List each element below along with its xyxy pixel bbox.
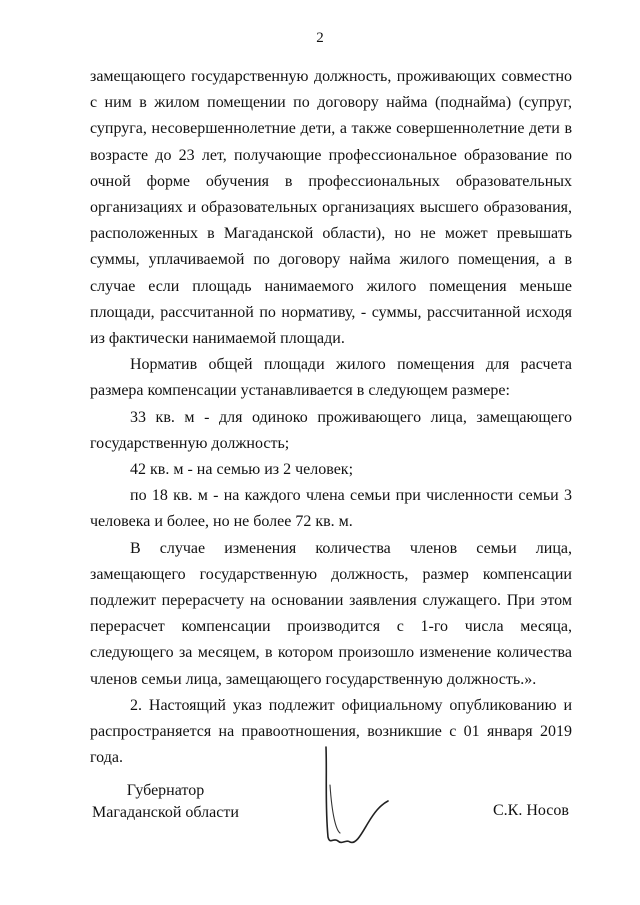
paragraph-1: замещающего государственную должность, проживающих совместно с ним в жилом помещении по договору найма (поднайма) (супруг, супруга, несовершеннолетние дети, а также совершеннолетние дети в возрасте до 23 лет, получающие профессиональное образование по очной форме обучения в профессиональных образовательных организациях и образовательных организациях высшего образования, расположенных в Магаданской области), но не может превышать суммы, уплачиваемой по договору найма жилого помещения, а в случае если площадь нанимаемого жилого помещения меньше площади, рассчитанной по нормативу, - суммы, рассчитанной исходя из фактически нанимаемой площади.	[90, 68, 572, 348]
document-body	[90, 64, 572, 771]
page-number: 2	[316, 30, 324, 46]
signatory-name: С.К. Носов	[493, 802, 569, 819]
paragraph-5: по 18 кв. м - на каждого члена семьи при численности семьи 3 человека и более, но не более 72 кв. м.	[90, 487, 572, 531]
paragraph-4: 42 кв. м - на семью из 2 человек;	[130, 461, 354, 479]
signatory-title-line1: Губернатор	[126, 782, 205, 799]
paragraph-7: 2. Настоящий указ подлежит официальному опубликованию и распространяется на правоотношения, возникшие с 01 января 2019 года.	[90, 696, 572, 767]
handwritten-signature	[318, 745, 398, 855]
paragraph-2: Норматив общей площади жилого помещения для расчета размера компенсации устанавливается в следующем размере:	[90, 356, 572, 400]
signatory-title-line2: Магаданской области	[92, 804, 239, 821]
signatory-title	[92, 780, 239, 824]
paragraph-3: 33 кв. м - для одиноко проживающего лица, замещающего государственную должность;	[90, 408, 572, 452]
paragraph-6: В случае изменения количества членов семьи лица, замещающего государственную должность, размер компенсации подлежит перерасчету на основании заявления служащего. При этом перерасчет компенсации производится с 1-го числа месяца, следующего за месяцем, в котором произошло изменение количества членов семьи лица, замещающего государственную должность.».	[90, 539, 572, 688]
